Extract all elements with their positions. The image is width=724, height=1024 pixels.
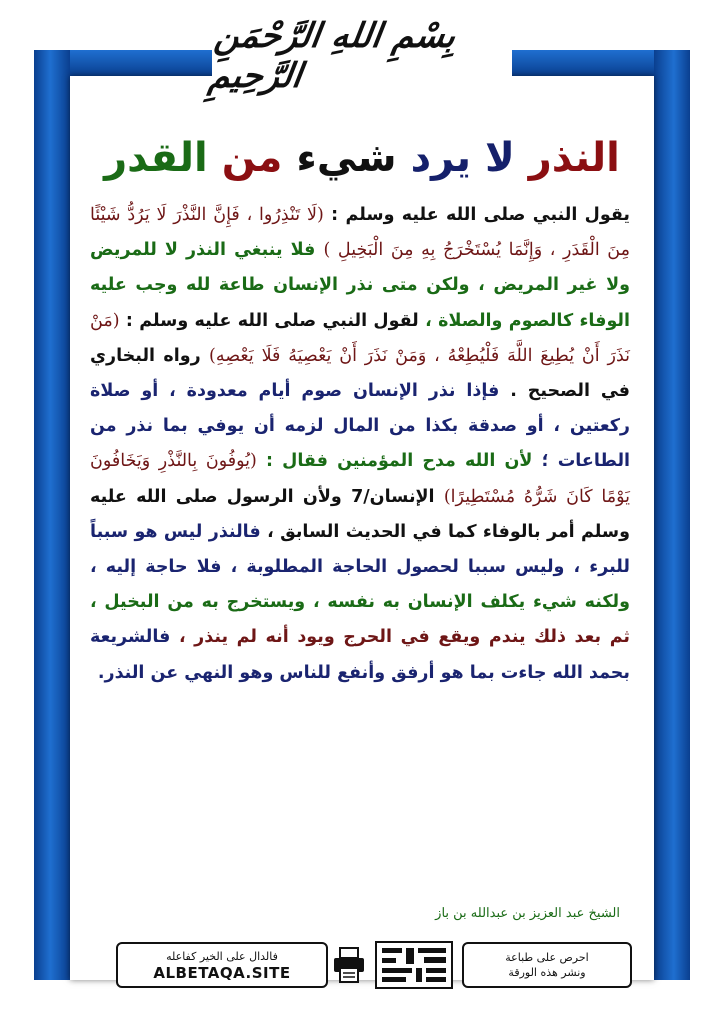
quran-quote: (يُوفُونَ بِالنَّذْرِ وَيَخَافُونَ يَوْمًا كَانَ شَرُّهُ مُسْتَطِيرًا) [90, 451, 631, 507]
body-paragraph: ولأن الرسول صلى الله عليه وسلم أمر بالوفاء كما في الحديث السابق ، [90, 486, 630, 542]
footer-site-box [116, 942, 328, 988]
hadith-quote: (مَنْ نَذَرَ أَنْ يُطِيعَ اللَّهَ فَلْيُطِعْهُ ، وَمَنْ نَذَرَ أَنْ يَعْصِيَهُ فَلَا يَعْصِهِ) [90, 310, 630, 366]
dawa-waraqa-logo-icon [374, 940, 454, 990]
body-paragraph: فالنذر ليس هو سبباً للبرء ، وليس سببا لحصول الحاجة المطلوبة ، فلا حاجة إليه ، [90, 521, 630, 578]
hadith-intro: لقول النبي صلى الله عليه وسلم : [125, 310, 419, 331]
title-word: من [221, 135, 283, 181]
bismillah-header [206, 10, 512, 102]
print-call-line1: احرص على طباعة [505, 951, 589, 964]
hadith-intro: يقول النبي صلى الله عليه وسلم : [331, 205, 631, 225]
frame-left-border [34, 50, 70, 980]
footer-slogan: فالدال على الخير كفاعله [166, 949, 278, 963]
bismillah-calligraphy: بِسْمِ اللهِ الرَّحْمَنِ الرَّحِيمِ [206, 16, 459, 96]
footer-print-box [462, 942, 632, 988]
print-call-line2: ونشر هذه الورقة [508, 966, 586, 979]
body-paragraph: فإذا نذر الإنسان صوم أيام معدودة ، أو صلاة ركعتين ، أو صدقة بكذا من المال لزمه أن يوفي بما نذر من الطاعات ؛ [90, 381, 631, 472]
title-word: شيء [296, 135, 397, 181]
site-url[interactable]: ALBETAQA.SITE [153, 963, 291, 982]
article-body [90, 198, 630, 691]
body-paragraph: فلا ينبغي النذر لا للمريض ولا غير المريض ، ولكن متى نذر الإنسان طاعة لله وجب عليه الوفاء كالصوم والصلاة ، [90, 240, 631, 331]
body-paragraph: ثم بعد ذلك يندم ويقع في الحرج ويود أنه لم ينذر ، [178, 627, 630, 648]
author-signature: الشيخ عبد العزيز بن عبدالله بن باز [435, 906, 620, 921]
hadith-quote: (لَا تَنْذِرُوا ، فَإِنَّ النَّذْرَ لَا يَرُدُّ شَيْئًا مِنَ الْقَدَرِ ، وَإِنَّمَا يُسْتَخْرَجُ بِهِ مِنَ الْبَخِيلِ ) [90, 205, 631, 261]
printer-icon [332, 946, 366, 984]
body-paragraph: ولكنه شيء يكلف الإنسان به نفسه ، ويستخرج به من البخيل ، [90, 592, 630, 613]
title-word: القدر [104, 135, 208, 181]
title-word: يرد [410, 135, 472, 181]
body-paragraph: لأن الله مدح المؤمنين فقال : [266, 451, 533, 472]
body-paragraph: فالشريعة بحمد الله جاءت بما هو أرفق وأنفع للناس وهو النهي عن النذر. [90, 627, 630, 683]
title-word: النذر [528, 135, 620, 181]
hadith-source: رواه البخاري في الصحيح . [90, 345, 630, 402]
page-title [70, 135, 654, 181]
frame-right-border [654, 50, 690, 980]
quran-reference: الإنسان/7 [351, 486, 435, 507]
title-word: لا [484, 135, 515, 181]
